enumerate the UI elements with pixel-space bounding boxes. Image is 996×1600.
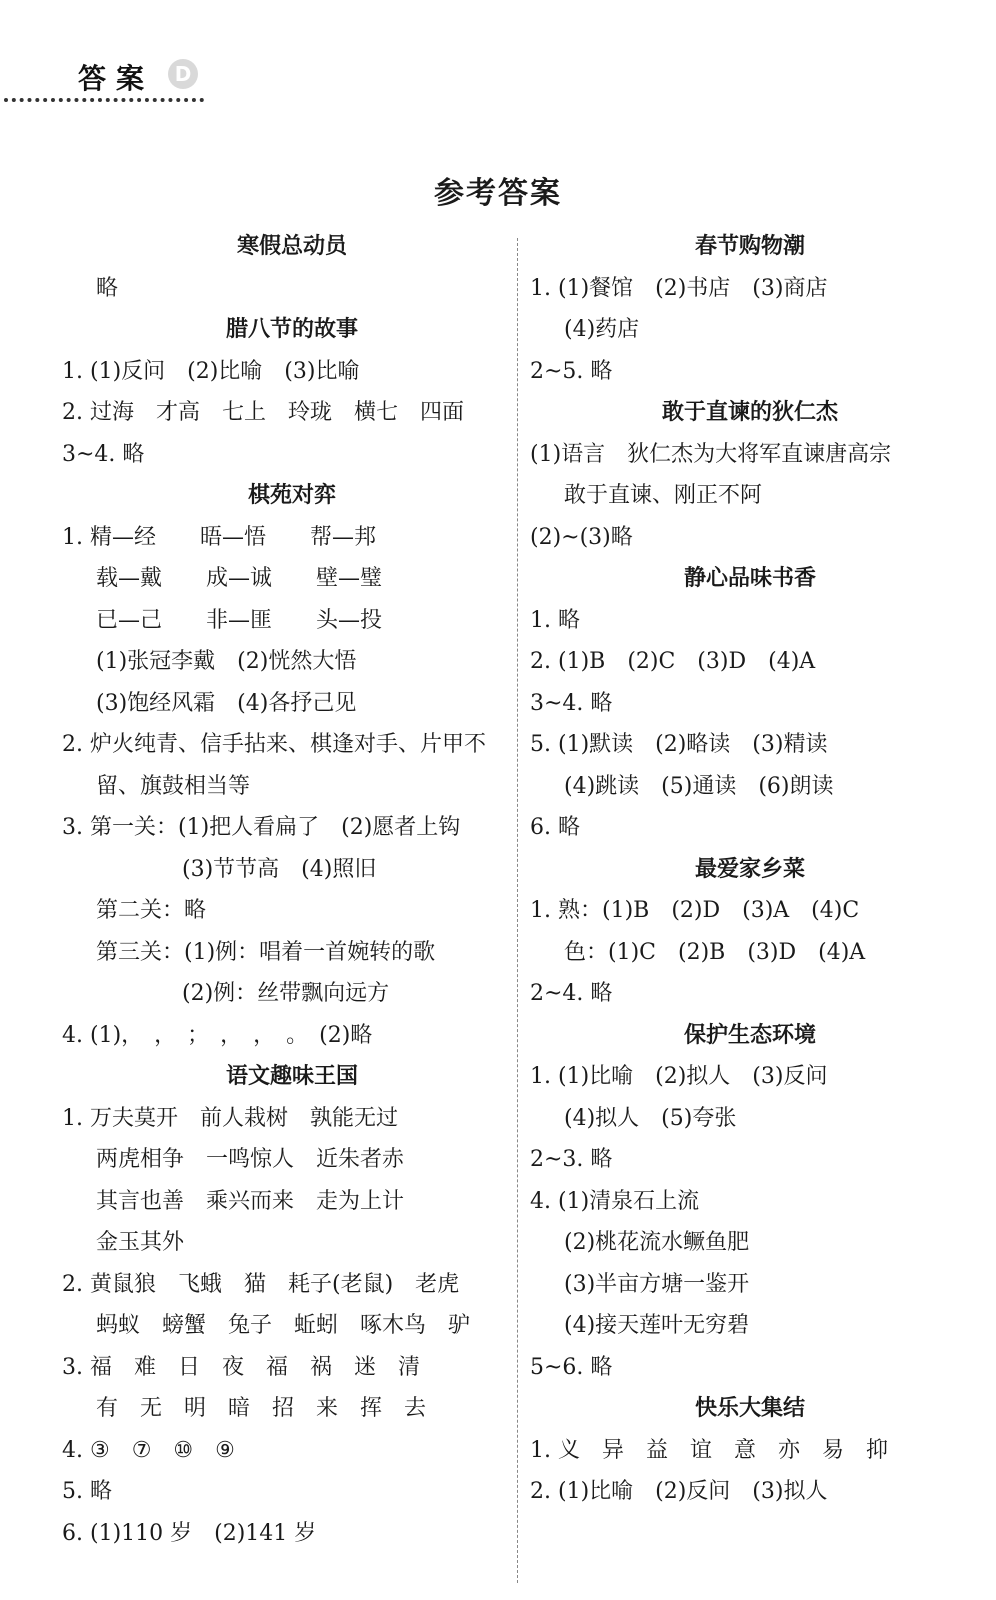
answer-line: 3. 第一关：(1)把人看扁了 (2)愿者上钩 <box>62 815 461 840</box>
header-badge: D <box>168 59 198 89</box>
answer-line: 2. (1)B (2)C (3)D (4)A <box>530 649 816 674</box>
answer-line: 3. 福 难 日 夜 福 祸 迷 清 <box>62 1354 420 1380</box>
answer-line: 2~3. 略 <box>530 1147 613 1172</box>
header-dotted-rule <box>4 98 204 102</box>
answer-line: 金玉其外 <box>96 1230 185 1255</box>
section-title: 寒假总动员 <box>236 234 347 259</box>
answer-line: 敢于直谏、刚正不阿 <box>564 483 763 508</box>
answer-line: 略 <box>96 275 119 301</box>
answer-line: 第三关：(1)例：唱着一首婉转的歌 <box>96 939 436 965</box>
answer-line: 留、旗鼓相当等 <box>96 773 251 799</box>
answer-line: 2. 过海 才高 七上 玲珑 横七 四面 <box>62 400 464 425</box>
answer-line: 2. 炉火纯青、信手拈来、棋逢对手、片甲不 <box>62 732 486 757</box>
answer-line: (1)张冠李戴 (2)恍然大悟 <box>96 649 357 674</box>
answer-line: 1. 精—经 晤—悟 帮—邦 <box>62 524 376 550</box>
answer-line: (3)饱经风霜 (4)各抒己见 <box>96 690 357 716</box>
answer-line: (3)半亩方塘一鉴开 <box>564 1271 750 1297</box>
answer-line: 4. (1)， ， ； ， ， 。 (2)略 <box>62 1022 373 1048</box>
section-title: 敢于直谏的狄仁杰 <box>661 400 838 425</box>
section-title: 腊八节的故事 <box>225 317 358 342</box>
section-title: 语文趣味王国 <box>225 1064 358 1089</box>
answer-line: (2)例：丝带飘向远方 <box>182 981 390 1006</box>
section-title: 静心品味书香 <box>683 566 816 591</box>
answer-line: 6. 略 <box>530 815 580 840</box>
answer-line: (2)桃花流水鳜鱼肥 <box>564 1230 750 1255</box>
section-title: 快乐大集结 <box>694 1396 805 1421</box>
answer-line: 3~4. 略 <box>530 690 613 716</box>
answer-line: (2)~(3)略 <box>530 524 633 550</box>
answer-line: 5. (1)默读 (2)略读 (3)精读 <box>530 732 828 757</box>
left-column <box>62 226 522 1554</box>
answer-line: (4)药店 <box>564 317 640 342</box>
answer-line: 6. (1)110 岁 (2)141 岁 <box>62 1520 317 1546</box>
answer-line: 1. (1)比喻 (2)拟人 (3)反问 <box>530 1064 828 1089</box>
section-title: 春节购物潮 <box>694 234 805 259</box>
section-title: 最爱家乡菜 <box>694 856 805 882</box>
answer-line: 2~4. 略 <box>530 981 613 1006</box>
answer-line: 已—己 非—匪 头—投 <box>96 607 383 633</box>
answer-line: (4)跳读 (5)通读 (6)朗读 <box>564 773 834 799</box>
answer-line: 载—戴 成—诚 壁—璧 <box>96 566 383 591</box>
answer-line: 1. 万夫莫开 前人栽树 孰能无过 <box>62 1105 398 1131</box>
answer-line: 有 无 明 暗 招 来 挥 去 <box>96 1396 427 1421</box>
answer-line: 其言也善 乘兴而来 走为上计 <box>96 1188 405 1214</box>
answer-line: 5. 略 <box>62 1479 112 1504</box>
header-label: 答案 <box>78 62 155 95</box>
answer-line: 蚂蚁 螃蟹 兔子 蚯蚓 啄木鸟 驴 <box>96 1313 471 1338</box>
answer-line: (3)节节高 (4)照旧 <box>182 856 377 882</box>
answer-line: 2~5. 略 <box>530 358 613 384</box>
answer-line: 1. 义 异 益 谊 意 亦 易 抑 <box>530 1437 888 1463</box>
answer-line: (1)语言 狄仁杰为大将军直谏唐高宗 <box>530 441 892 467</box>
answer-line: 1. 熟：(1)B (2)D (3)A (4)C <box>530 898 860 923</box>
answer-line: 5~6. 略 <box>530 1354 613 1380</box>
answer-line: 3~4. 略 <box>62 441 145 467</box>
answer-line: 1. 略 <box>530 607 580 633</box>
page-title: 参考答案 <box>434 176 562 211</box>
page-header <box>0 42 210 112</box>
right-column <box>530 226 970 1513</box>
answer-line: 2. 黄鼠狼 飞蛾 猫 耗子(老鼠) 老虎 <box>62 1271 460 1297</box>
answer-line: 1. (1)餐馆 (2)书店 (3)商店 <box>530 275 828 301</box>
section-title: 棋苑对弈 <box>247 483 336 508</box>
answer-line: (4)接天莲叶无穷碧 <box>564 1313 750 1338</box>
answer-line: 4. (1)清泉石上流 <box>530 1188 700 1214</box>
section-title: 保护生态环境 <box>683 1022 816 1048</box>
answer-line: (4)拟人 (5)夸张 <box>564 1105 737 1131</box>
answer-line: 第二关：略 <box>96 898 207 923</box>
answer-line: 1. (1)反问 (2)比喻 (3)比喻 <box>62 358 360 384</box>
answer-line: 两虎相争 一鸣惊人 近朱者赤 <box>96 1147 405 1172</box>
answer-line: 色：(1)C (2)B (3)D (4)A <box>564 939 866 965</box>
answer-line: 4. ③ ⑦ ⑩ ⑨ <box>62 1437 235 1463</box>
answer-line: 2. (1)比喻 (2)反问 (3)拟人 <box>530 1479 828 1504</box>
